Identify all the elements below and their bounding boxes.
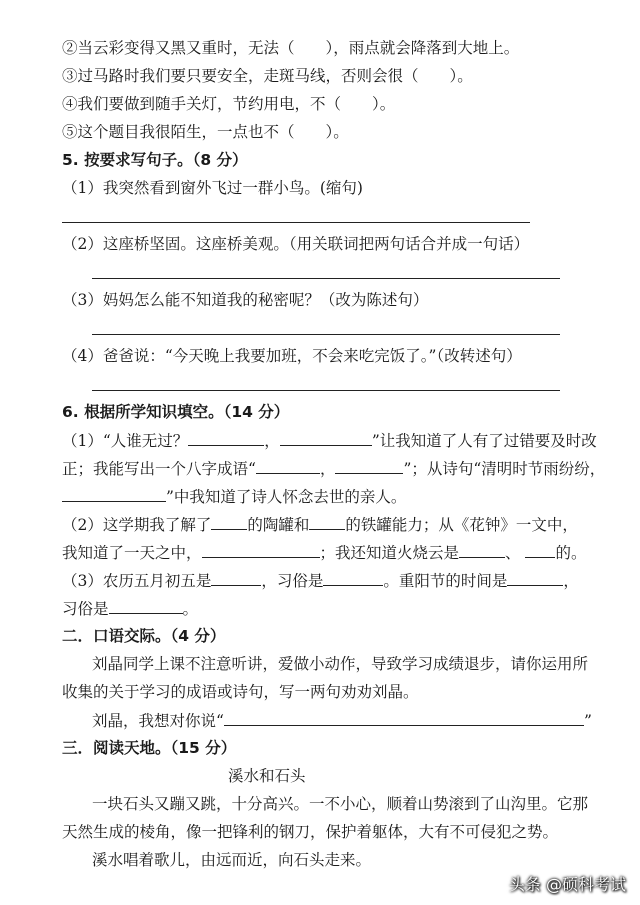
- blank[interactable]: [309, 514, 345, 530]
- watermark: 头条 @硕科考试: [508, 875, 626, 894]
- blank[interactable]: [224, 710, 584, 726]
- blank[interactable]: [188, 430, 264, 446]
- reading-paragraph-line-3: 溪水唱着歌儿，由远而近，向石头走来。: [92, 851, 372, 869]
- fill-item-4: ④我们要做到随手关灯，节约用电，不（ ）。: [62, 95, 396, 113]
- blank[interactable]: [256, 458, 320, 474]
- s6-line-2: 正；我能写出一个八字成语“ ， ”；从诗句“清明时节雨纷纷，: [62, 460, 606, 478]
- s6-line-5: 我知道了一天之中， ；我还知道火烧云是 、 的。: [62, 544, 587, 562]
- answer-line[interactable]: [92, 278, 560, 279]
- fill-item-5: ⑤这个题目我很陌生，一点也不（ ）。: [62, 123, 349, 141]
- answer-line[interactable]: [92, 390, 560, 391]
- s6-line-6: （3）农历五月初五是 ，习俗是 。重阳节的时间是 ，: [62, 572, 579, 590]
- blank[interactable]: [211, 514, 247, 530]
- s5-item-3: （3）妈妈怎么能不知道我的秘密呢？（改为陈述句）: [62, 291, 429, 309]
- answer-line[interactable]: [92, 334, 560, 335]
- fill-item-2: ②当云彩变得又黑又重时，无法（ ），雨点就会降落到大地上。: [62, 39, 520, 57]
- blank[interactable]: [280, 430, 372, 446]
- oral-answer-line: 刘晶，我想对你说“ ”: [92, 712, 592, 730]
- s6-line-4: （2）这学期我了解了 的陶罐和 的铁罐能力；从《花钟》一文中，: [62, 516, 578, 534]
- blank[interactable]: [323, 570, 383, 586]
- section-5-heading: 5. 按要求写句子。（8 分）: [62, 151, 248, 169]
- oral-paragraph-line-2: 收集的关于学习的成语或诗句，写一两句劝劝刘晶。: [62, 683, 419, 701]
- blank[interactable]: [525, 542, 555, 558]
- s5-item-1: （1）我突然看到窗外飞过一群小鸟。(缩句): [62, 179, 363, 197]
- section-6-heading: 6. 根据所学知识填空。（14 分）: [62, 403, 290, 421]
- blank[interactable]: [211, 570, 261, 586]
- blank[interactable]: [335, 458, 403, 474]
- s6-line-3: ”中我知道了诗人怀念去世的亲人。: [62, 486, 406, 507]
- oral-paragraph-line-1: 刘晶同学上课不注意听讲，爱做小动作，导致学习成绩退步，请你运用所: [92, 655, 589, 673]
- answer-line[interactable]: [62, 222, 530, 223]
- s6-line-7: 习俗是 。: [62, 600, 199, 618]
- s5-item-2: （2）这座桥坚固。这座桥美观。（用关联词把两句话合并成一句话）: [62, 235, 530, 253]
- fill-item-3: ③过马路时我们要只要安全，走斑马线，否则会很（ ）。: [62, 67, 473, 85]
- blank[interactable]: [202, 542, 320, 558]
- reading-title: 溪水和石头: [228, 767, 306, 785]
- reading-heading: 三．阅读天地。（15 分）: [62, 739, 237, 757]
- oral-heading: 二．口语交际。（4 分）: [62, 627, 226, 645]
- s5-item-4: （4）爸爸说：“今天晚上我要加班，不会来吃完饭了。”（改转述句）: [62, 347, 522, 365]
- s6-line-1: （1）“人谁无过？ ， ”让我知道了人有了过错要及时改: [62, 432, 597, 450]
- blank[interactable]: [507, 570, 563, 586]
- reading-paragraph-line-1: 一块石头又蹦又跳，十分高兴。一不小心，顺着山势滚到了山沟里。它那: [92, 795, 589, 813]
- reading-paragraph-line-2: 天然生成的棱角，像一把锋利的钢刀，保护着躯体，大有不可侵犯之势。: [62, 823, 559, 841]
- blank[interactable]: [62, 486, 166, 502]
- blank[interactable]: [109, 598, 183, 614]
- blank[interactable]: [459, 542, 505, 558]
